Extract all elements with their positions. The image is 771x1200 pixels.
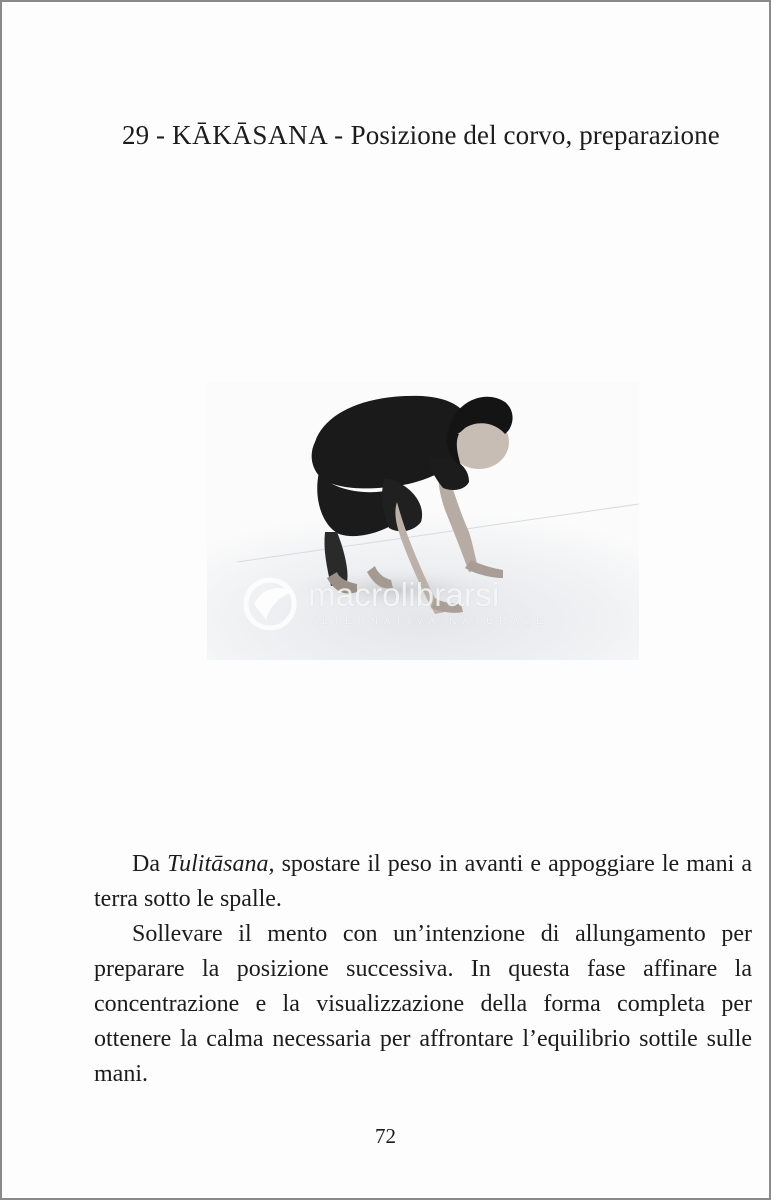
leaf-swirl-icon [240,574,302,632]
pose-heading [122,120,720,151]
watermark-tagline: ALTERNATIVA NATURALE [310,616,549,627]
pose-number: 29 - [122,120,166,150]
watermark [240,574,549,634]
instruction-text [94,847,752,1092]
paragraph-1 [94,847,752,917]
watermark-brand: macrolibrarsi [308,576,500,613]
paragraph-1-rest: spostare il peso in avanti e appoggiare le mani a terra sotto le spalle. [94,851,753,912]
pose-sanskrit-name: KĀKĀSANA - [172,120,344,150]
pose-subtitle: Posizione del corvo, preparazione [350,120,720,150]
paragraph-1-lead: Da [132,851,160,877]
paragraph-2: Sollevare il mento con un’intenzione di allungamento per preparare la posizione successiva. In questa fase affinare la concentrazione e la visualizzazione della forma completa per ottenere la calma necessaria per affrontare l’equilibrio sottile sulle mani. [94,921,752,1087]
page-number: 72 [375,1124,396,1148]
tulitasana-term: Tulitāsana, [167,851,275,877]
